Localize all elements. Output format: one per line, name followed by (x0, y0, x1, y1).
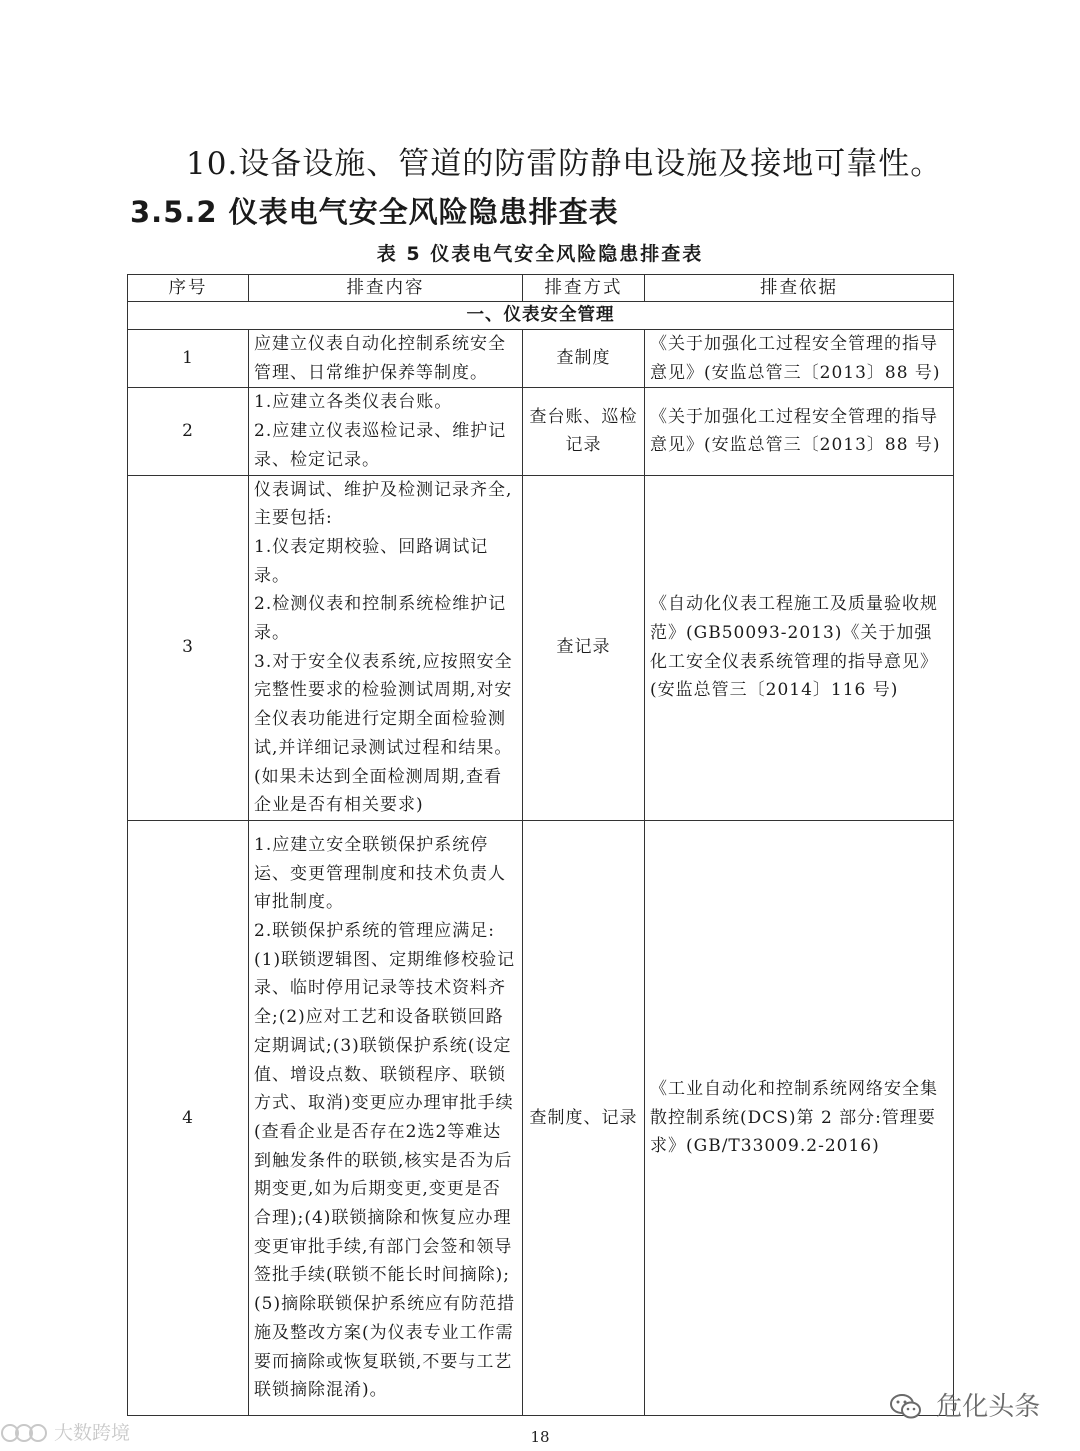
table-row (128, 475, 954, 820)
row-number: 4 (128, 820, 249, 1415)
row-method: 查制度 (523, 330, 645, 388)
page-number: 18 (530, 1428, 550, 1446)
content-line: 2.联锁保护系统的管理应满足: (254, 921, 495, 942)
content-line: 3.对于安全仪表系统,应按照安全完整性要求的检验测试周期,对安全仪表功能进行定期全面检验测试,并详细记录测试过程和结果。(如果未达到全面检测周期,查看企业是否有相关要求) (254, 651, 513, 816)
category-row (128, 302, 954, 330)
table-header-row (128, 275, 954, 302)
row-content (249, 820, 523, 1415)
row-basis (645, 475, 954, 820)
content-line: 2.检测仪表和控制系统检维护记录。 (254, 594, 507, 644)
basis-line: 《自动化仪表工程施工及质量验收规范》(GB50093-2013)《关于加强化工安全仪表系统管理的指导意见》(安监总管三〔2014〕116 号) (650, 594, 938, 701)
list-item-10: 10.设备设施、管道的防雷防静电设施及接地可靠性。 (186, 146, 943, 182)
content-line: 仪表调试、维护及检测记录齐全,主要包括: (254, 479, 513, 529)
row-method: 查制度、记录 (523, 820, 645, 1415)
content-line: 1.仪表定期校验、回路调试记录。 (254, 536, 489, 586)
category-label: 一、仪表安全管理 (128, 302, 954, 330)
row-content (249, 388, 523, 475)
content-line: (1)联锁逻辑图、定期维修校验记录、临时停用记录等技术资料齐全;(2)应对工艺和设备联锁回路定期调试;(3)联锁保护系统(设定值、增设点数、联锁程序、联锁方式、取消)变更应办理审批手续(查看企业是否存在2选2等难达到触发条件的联锁,核实是否为后期变更,如为后期变更,变更是否合理);(4)联锁摘除和恢复应办理变更审批手续,有部门会签和领导签批手续(联锁不能长时间摘除);(5)摘除联锁保护系统应有防范措施及整改方案(为仪表专业工作需要而摘除或恢复联锁,不要与工艺联锁摘除混淆)。 (254, 949, 516, 1401)
content-line: 2.应建立仪表巡检记录、维护记录、检定记录。 (254, 421, 507, 470)
watermark-left-text: 大数跨境 (54, 1422, 131, 1444)
row-content (249, 330, 523, 388)
wechat-icon (890, 1393, 922, 1421)
header-content: 排查内容 (249, 275, 523, 302)
content-line: 1.应建立各类仪表台账。 (254, 392, 453, 413)
watermark-right-text: 危化头条 (936, 1392, 1041, 1422)
header-method: 排查方式 (523, 275, 645, 302)
row-method: 查台账、巡检记录 (523, 388, 645, 475)
section-heading: 3.5.2 仪表电气安全风险隐患排查表 (130, 195, 619, 229)
content-line: 应建立仪表自动化控制系统安全管理、日常维护保养等制度。 (254, 334, 506, 383)
row-number: 3 (128, 475, 249, 820)
row-method: 查记录 (523, 475, 645, 820)
table-row (128, 820, 954, 1415)
header-no: 序号 (128, 275, 249, 302)
basis-line: 《关于加强化工过程安全管理的指导意见》(安监总管三〔2013〕88 号) (650, 406, 941, 456)
row-basis (645, 820, 954, 1415)
watermark-right (890, 1386, 1040, 1423)
row-number: 2 (128, 388, 249, 475)
checklist-table (127, 274, 954, 1416)
content-line: 1.应建立安全联锁保护系统停运、变更管理制度和技术负责人审批制度。 (254, 834, 506, 913)
basis-line: 《关于加强化工过程安全管理的指导意见》(安监总管三〔2013〕88 号) (650, 334, 941, 383)
row-content (249, 475, 523, 820)
table-row (128, 330, 954, 388)
row-number: 1 (128, 330, 249, 388)
table-caption: 表 5 仪表电气安全风险隐患排查表 (376, 243, 704, 265)
row-basis (645, 330, 954, 388)
table-row (128, 388, 954, 475)
header-basis: 排查依据 (645, 275, 954, 302)
row-basis (645, 388, 954, 475)
basis-line: 《工业自动化和控制系统网络安全集散控制系统(DCS)第 2 部分:管理要求》(GB/T33009.2-2016) (650, 1078, 938, 1157)
